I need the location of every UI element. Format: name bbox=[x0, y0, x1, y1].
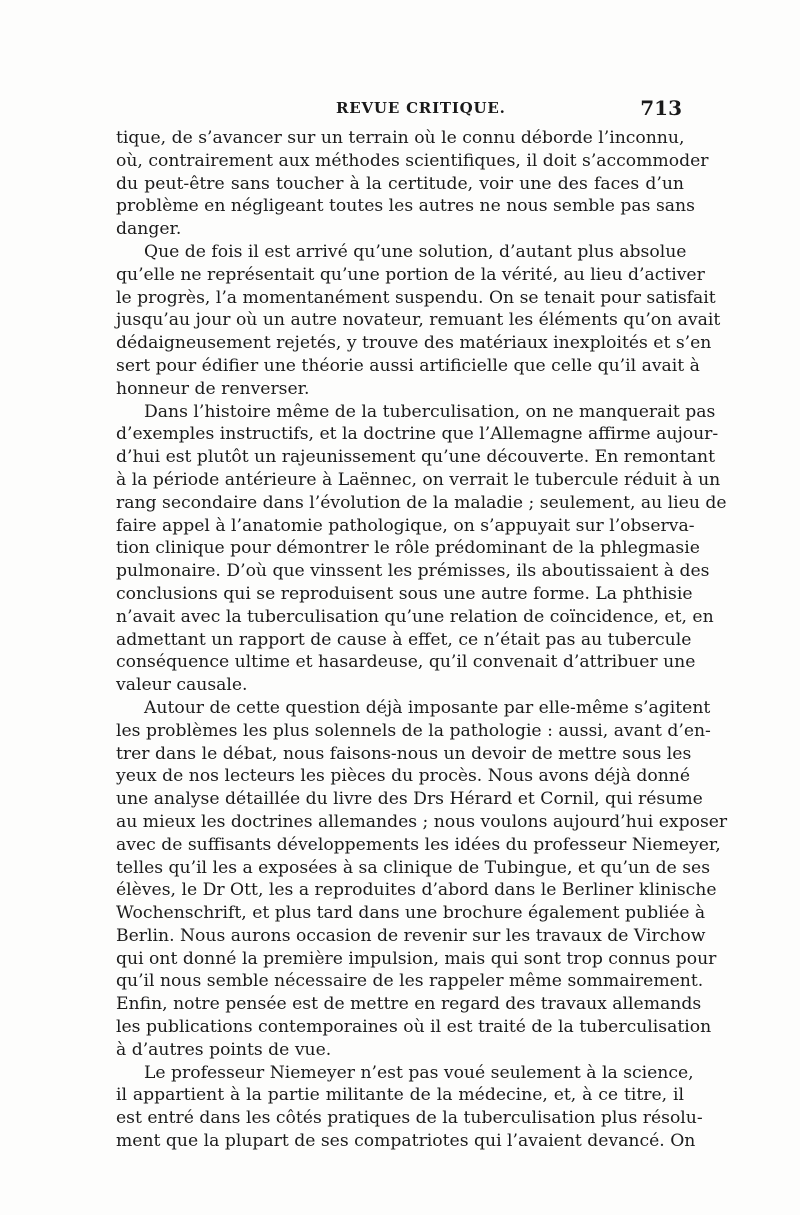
text-line: sert pour édifier une théorie aussi artificielle que celle qu’il avait à bbox=[116, 355, 700, 376]
text-line: trer dans le débat, nous faisons-nous un devoir de mettre sous les bbox=[116, 743, 692, 764]
text-line: qu’il nous semble nécessaire de les rappeler même sommairement. bbox=[116, 971, 704, 992]
body-text bbox=[116, 127, 728, 1153]
text-line: les publications contemporaines où il est traité de la tuberculisation bbox=[116, 1017, 712, 1038]
text-line: ment que la plupart de ses compatriotes qui l’avaient devancé. On bbox=[116, 1131, 696, 1152]
text-line: du peut-être sans toucher à la certitude, voir une des faces d’un bbox=[116, 173, 684, 194]
text-line: rang secondaire dans l’évolution de la maladie ; seulement, au lieu de bbox=[116, 492, 727, 513]
text-line: pulmonaire. D’où que vinssent les prémisses, ils aboutissaient à des bbox=[116, 561, 710, 582]
text-line: à la période antérieure à Laënnec, on verrait le tubercule réduit à un bbox=[116, 469, 721, 490]
text-line: admettant un rapport de cause à effet, ce n’était pas au tubercule bbox=[116, 629, 692, 650]
text-line: au mieux les doctrines allemandes ; nous voulons aujourd’hui exposer bbox=[116, 811, 728, 832]
text-line: Autour de cette question déjà imposante par elle-même s’agitent bbox=[144, 697, 711, 718]
text-line: à d’autres points de vue. bbox=[116, 1039, 332, 1060]
page-header bbox=[116, 96, 684, 126]
running-title: REVUE CRITIQUE. bbox=[336, 99, 506, 117]
text-line: il appartient à la partie militante de la médecine, et, à ce titre, il bbox=[116, 1085, 684, 1106]
text-line: les problèmes les plus solennels de la pathologie : aussi, avant d’en- bbox=[116, 720, 711, 741]
text-line: le progrès, l’a momentanément suspendu. On se tenait pour satisfait bbox=[116, 287, 716, 308]
text-line: danger. bbox=[116, 219, 182, 240]
text-line: d’hui est plutôt un rajeunissement qu’une découverte. En remontant bbox=[116, 447, 715, 468]
text-line: dédaigneusement rejetés, y trouve des matériaux inexploités et s’en bbox=[116, 333, 712, 354]
text-line: problème en négligeant toutes les autres ne nous semble pas sans bbox=[116, 196, 695, 217]
text-line: telles qu’il les a exposées à sa clinique de Tubingue, et qu’un de ses bbox=[116, 857, 711, 878]
text-line: jusqu’au jour où un autre novateur, remuant les éléments qu’on avait bbox=[116, 310, 721, 331]
text-line: est entré dans les côtés pratiques de la tuberculisation plus résolu- bbox=[116, 1108, 703, 1129]
text-line: Enfin, notre pensée est de mettre en regard des travaux allemands bbox=[116, 994, 702, 1015]
text-line: tique, de s’avancer sur un terrain où le connu déborde l’inconnu, bbox=[116, 128, 685, 148]
text-line: Wochenschrift, et plus tard dans une brochure également publiée à bbox=[116, 903, 706, 924]
text-line: tion clinique pour démontrer le rôle prédominant de la phlegmasie bbox=[116, 538, 700, 559]
text-line: yeux de nos lecteurs les pièces du procès. Nous avons déjà donné bbox=[116, 766, 691, 787]
page-number: 713 bbox=[640, 96, 682, 120]
text-line: élèves, le Dr Ott, les a reproduites d’abord dans le Berliner klinische bbox=[116, 880, 717, 901]
text-line: avec de suffisants développements les idées du professeur Niemeyer, bbox=[116, 834, 721, 855]
text-line: faire appel à l’anatomie pathologique, on s’appuyait sur l’observa- bbox=[116, 515, 695, 536]
text-line: Dans l’histoire même de la tuberculisation, on ne manquerait pas bbox=[144, 401, 716, 422]
text-line: une analyse détaillée du livre des Drs Hérard et Cornil, qui résume bbox=[116, 789, 703, 810]
text-line: conséquence ultime et hasardeuse, qu’il convenait d’attribuer une bbox=[116, 652, 696, 673]
text-line: honneur de renverser. bbox=[116, 378, 310, 399]
text-line: d’exemples instructifs, et la doctrine que l’Allemagne affirme aujour- bbox=[116, 424, 719, 445]
text-line: qui ont donné la première impulsion, mais qui sont trop connus pour bbox=[116, 948, 717, 969]
text-line: où, contrairement aux méthodes scientifiques, il doit s’accommoder bbox=[116, 150, 709, 171]
text-line: Berlin. Nous aurons occasion de revenir sur les travaux de Virchow bbox=[116, 925, 706, 946]
text-line: n’avait avec la tuberculisation qu’une relation de coïncidence, et, en bbox=[116, 606, 714, 627]
text-line: conclusions qui se reproduisent sous une autre forme. La phthisie bbox=[116, 583, 693, 604]
text-line: valeur causale. bbox=[116, 675, 248, 696]
text-line: Le professeur Niemeyer n’est pas voué seulement à la science, bbox=[144, 1062, 694, 1083]
text-line: Que de fois il est arrivé qu’une solution, d’autant plus absolue bbox=[144, 241, 687, 262]
text-line: qu’elle ne représentait qu’une portion de la vérité, au lieu d’activer bbox=[116, 264, 705, 285]
